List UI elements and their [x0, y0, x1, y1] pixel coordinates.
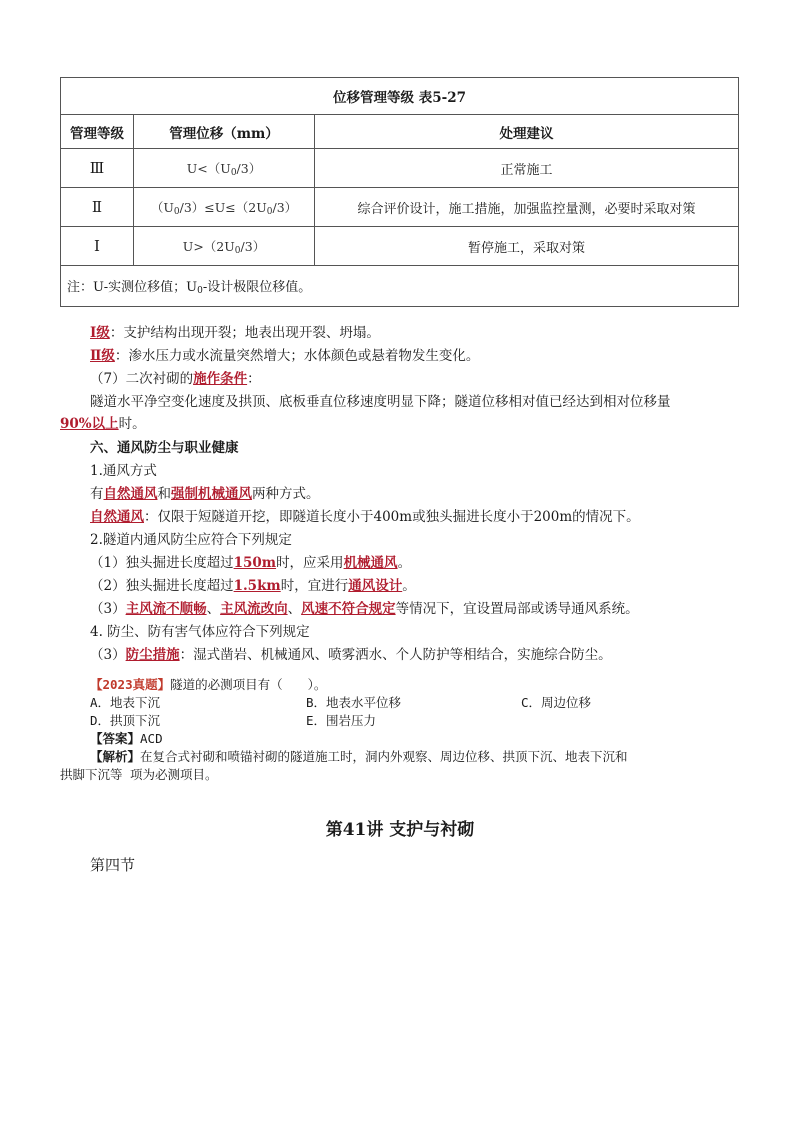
- rule-3-line: （3）主风流不顺畅、主风流改向、风速不符合规定等情况下，宜设置局部或诱导通风系统。: [90, 601, 639, 617]
- natural-ventilation-line: 自然通风：仅限于短隧道开挖，即隧道长度小于400m或独头掘进长度小于200m的情况下。: [90, 509, 640, 525]
- advice-cell: 正常施工: [315, 149, 739, 188]
- rule-2-line: （2）独头掘进长度超过1.5km时，宜进行通风设计。: [90, 578, 416, 594]
- displacement-cell: $U<(U_0/3)$: [134, 149, 315, 188]
- option-c: C．周边位移: [521, 695, 592, 710]
- table-row: [61, 227, 739, 266]
- table-row: [61, 149, 739, 188]
- lecture-title: 第41讲 支护与衬砌: [325, 820, 475, 840]
- subsection-1-heading: 1.通风方式: [90, 463, 157, 479]
- level-1-line: Ⅰ级：支护结构出现开裂；地表出现开裂、坍塌。: [90, 325, 380, 341]
- section-label: 第四节: [90, 856, 136, 874]
- question-stem: 【2023真题】隧道的必测项目有（ ）。: [90, 677, 327, 692]
- option-d: D．拱顶下沉: [90, 713, 161, 728]
- subsection-2-heading: 2.隧道内通风防尘应符合下列规定: [90, 532, 292, 548]
- displacement-table: [60, 77, 739, 307]
- level-cell: Ⅲ: [61, 149, 134, 188]
- lining-condition-line: （7）二次衬砌的施作条件：: [90, 371, 261, 387]
- level-cell: Ⅱ: [61, 188, 134, 227]
- header-level: 管理等级: [61, 115, 134, 149]
- analysis-line: 【解析】在复合式衬砌和喷锚衬砌的隧道施工时，洞内外观察、周边位移、拱顶下沉、地表下沉和: [90, 749, 628, 764]
- section-6-heading: 六、通风防尘与职业健康: [90, 440, 239, 456]
- lining-text-line-2: 90%以上时。: [60, 416, 146, 432]
- option-e: E．围岩压力: [306, 713, 377, 728]
- header-advice: 处理建议: [315, 115, 739, 149]
- analysis-line-2: 拱脚下沉等 项为必测项目。: [60, 767, 218, 782]
- subsection-4-heading: 4. 防尘、防有害气体应符合下列规定: [90, 624, 310, 640]
- table-note: 注：U-实测位移值；$U_0-$设计极限位移值。: [61, 266, 739, 307]
- advice-cell: 综合评价设计，施工措施，加强监控量测，必要时采取对策: [315, 188, 739, 227]
- table-row: [61, 188, 739, 227]
- option-a: A．地表下沉: [90, 695, 161, 710]
- dust-measures-line: （3）防尘措施：湿式凿岩、机械通风、喷雾洒水、个人防护等相结合，实施综合防尘。: [90, 647, 612, 663]
- ventilation-methods-line: 有自然通风和强制机械通风两种方式。: [90, 486, 320, 502]
- table-caption: 位移管理等级 表5-27: [61, 78, 739, 115]
- lining-text-line: 隧道水平净空变化速度及拱顶、底板垂直位移速度明显下降；隧道位移相对值已经达到相对位移量: [90, 394, 671, 410]
- answer-line: 【答案】ACD: [90, 731, 163, 746]
- advice-cell: 暂停施工，采取对策: [315, 227, 739, 266]
- level-cell: Ⅰ: [61, 227, 134, 266]
- displacement-cell: $U>(2U_0/3)$: [134, 227, 315, 266]
- level-2-line: Ⅱ级：渗水压力或水流量突然增大；水体颜色或悬着物发生变化。: [90, 348, 480, 364]
- displacement-cell: $(U_0/3)\le U\le(2U_0/3)$: [134, 188, 315, 227]
- rule-1-line: （1）独头掘进长度超过150m时，应采用机械通风。: [90, 555, 412, 571]
- header-displacement: 管理位移（mm）: [134, 115, 315, 149]
- option-b: B．地表水平位移: [306, 695, 402, 710]
